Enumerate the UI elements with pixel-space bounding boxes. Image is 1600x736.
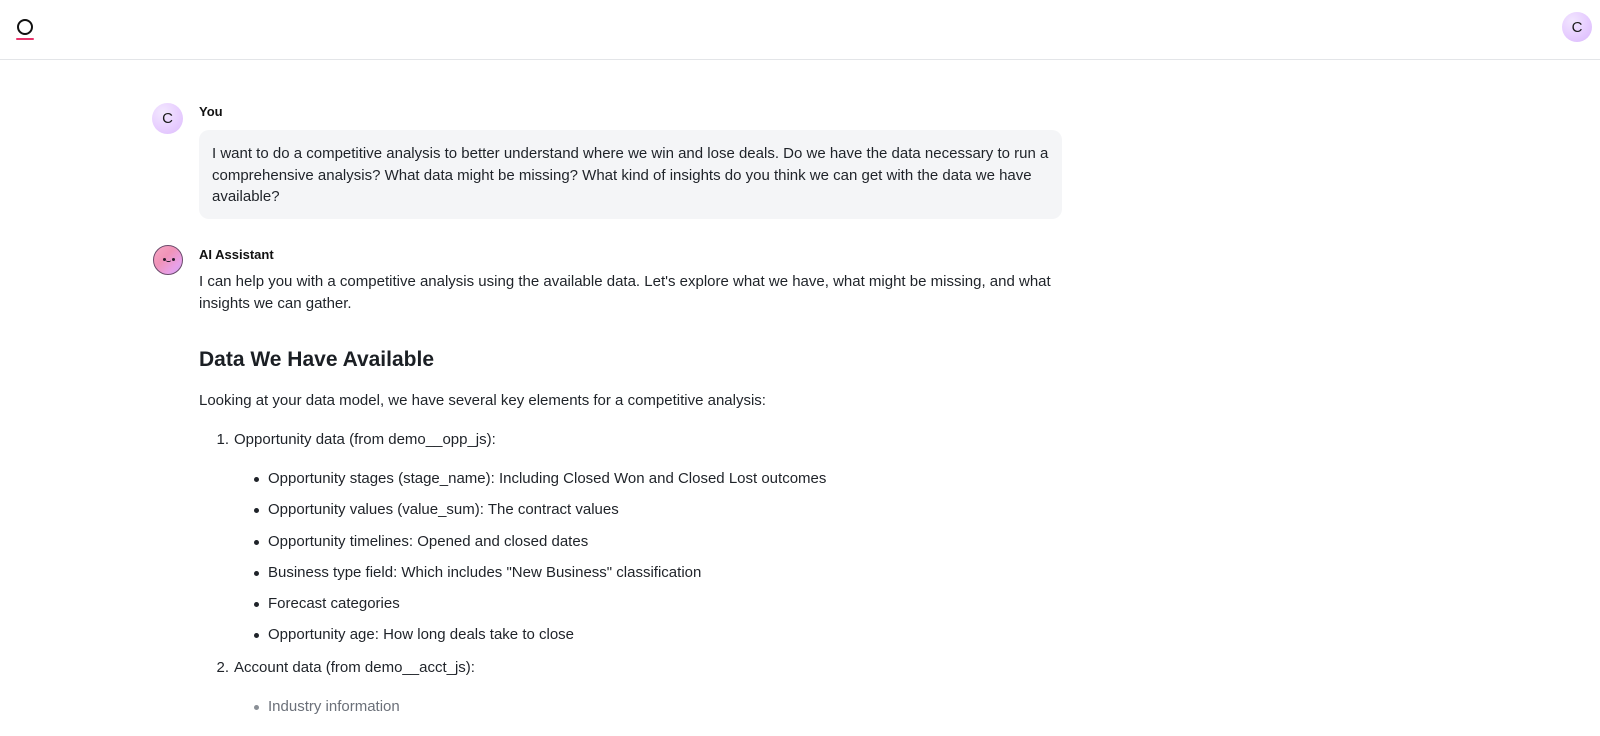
account-fields-list (199, 696, 1069, 718)
list-item: Industry information (254, 696, 1069, 718)
list-item: Opportunity timelines: Opened and closed dates (254, 531, 1069, 553)
assistant-message-sender: AI Assistant (199, 247, 274, 262)
user-message-sender: You (199, 104, 223, 119)
list-item (199, 657, 1069, 718)
list-number: 2. (216, 659, 229, 677)
list-item: Opportunity stages (stage_name): Including Closed Won and Closed Lost outcomes (254, 468, 1069, 490)
list-item: Business type field: Which includes "New Business" classification (254, 562, 1069, 584)
app-logo-icon[interactable] (16, 19, 34, 43)
user-message-avatar: C (152, 103, 183, 134)
list-item: Opportunity values (value_sum): The contract values (254, 499, 1069, 521)
assistant-message-body (199, 271, 1069, 729)
list-item: Opportunity age: How long deals take to close (254, 624, 1069, 646)
list-number: 1. (216, 431, 229, 448)
user-avatar-button[interactable]: C (1562, 12, 1592, 42)
assistant-section-heading: Data We Have Available (199, 348, 434, 371)
list-item: Forecast categories (254, 593, 1069, 615)
assistant-intro-text: I can help you with a competitive analysis using the available data. Let's explore what we have, what might be missing, and what insights we can gather. (199, 273, 1051, 312)
data-sources-list (199, 429, 1069, 718)
top-bar (0, 0, 1600, 60)
list-item-title: Opportunity data (from demo__opp_js): (234, 431, 496, 448)
opportunity-fields-list (199, 468, 1069, 646)
assistant-avatar-icon (153, 245, 183, 275)
list-item (199, 429, 1069, 646)
assistant-lead-text: Looking at your data model, we have several key elements for a competitive analysis: (199, 392, 766, 409)
user-message-bubble: I want to do a competitive analysis to better understand where we win and lose deals. Do we have the data necessary to run a comprehensive analysis? What data might be missing? What kind of insights do you think we can get with the data we have available? (199, 130, 1062, 219)
list-item-title: Account data (from demo__acct_js): (234, 659, 475, 677)
